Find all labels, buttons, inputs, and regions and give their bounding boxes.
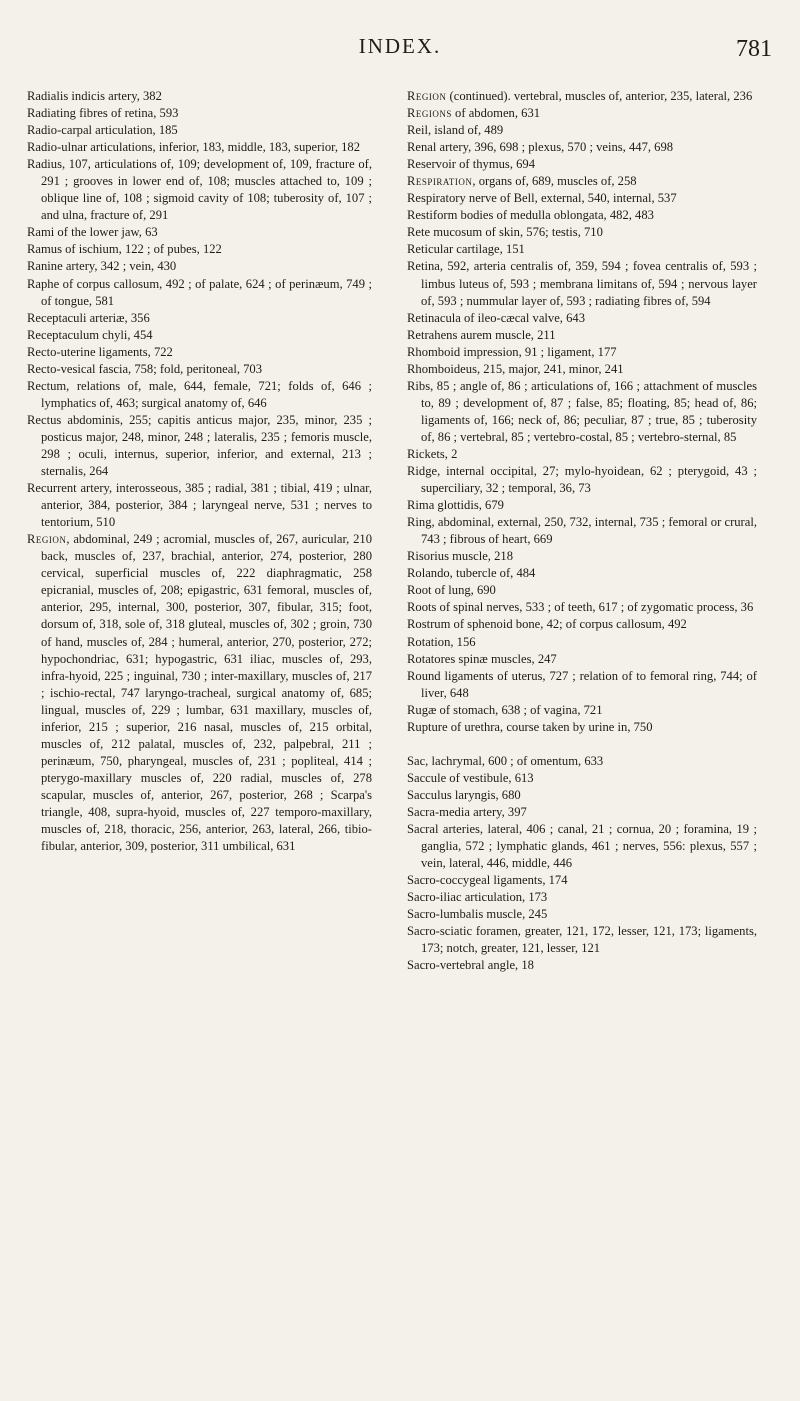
index-entry-text: Rotation, 156 bbox=[407, 634, 476, 649]
index-entry bbox=[407, 122, 757, 139]
index-entry bbox=[407, 582, 757, 599]
index-entry bbox=[27, 224, 372, 241]
page-number: 781 bbox=[736, 36, 772, 62]
index-entry bbox=[407, 224, 757, 241]
index-entry-text: Ring, abdominal, external, 250, 732, internal, 735 ; femoral or crural, 743 ; fibrous of heart, 669 bbox=[407, 515, 757, 547]
index-entry bbox=[27, 88, 372, 105]
index-entry-text: of abdomen, 631 bbox=[451, 106, 541, 121]
index-entry-text: Rickets, 2 bbox=[407, 446, 458, 461]
index-entry-text: Raphe of corpus callosum, 492 ; of palate, 624 ; of perinæum, 749 ; of tongue, 581 bbox=[27, 276, 372, 308]
index-entry-text: Recto-uterine ligaments, 722 bbox=[27, 344, 173, 359]
index-entry bbox=[407, 804, 757, 821]
index-entry bbox=[407, 139, 757, 156]
index-entry bbox=[407, 361, 757, 378]
index-entry bbox=[407, 327, 757, 344]
index-entry-text: Rete mucosum of skin, 576; testis, 710 bbox=[407, 225, 603, 240]
index-entry bbox=[407, 88, 757, 105]
index-entry-text: Ridge, internal occipital, 27; mylo-hyoidean, 62 ; pterygoid, 43 ; superciliary, 32 ; temporal, 36, 73 bbox=[407, 464, 757, 496]
index-entry-head: Regions bbox=[407, 106, 452, 121]
index-entry-text: Sacro-lumbalis muscle, 245 bbox=[407, 907, 548, 922]
index-entry bbox=[407, 463, 757, 497]
index-entry-text: Respiratory nerve of Bell, external, 540, internal, 537 bbox=[407, 191, 677, 206]
index-entry-text: Saccule of vestibule, 613 bbox=[407, 770, 534, 785]
index-entry bbox=[407, 497, 757, 514]
index-entry-text: Sacra-media artery, 397 bbox=[407, 804, 527, 819]
index-entry bbox=[407, 565, 757, 582]
section-gap bbox=[407, 736, 757, 753]
index-entry bbox=[27, 258, 372, 275]
index-entry-text: Sacro-iliac articulation, 173 bbox=[407, 890, 548, 905]
index-entry-text: Sacro-coccygeal ligaments, 174 bbox=[407, 873, 568, 888]
index-entry-text: (continued). vertebral, muscles of, anterior, 235, lateral, 236 bbox=[446, 89, 753, 103]
index-entry bbox=[407, 906, 757, 923]
index-entry-head: Respiration bbox=[407, 174, 473, 189]
index-entry bbox=[27, 361, 372, 378]
index-entry-text: , organs of, 689, muscles of, 258 bbox=[472, 174, 637, 189]
index-entry bbox=[407, 957, 757, 974]
index-entry-text: Radius, 107, articulations of, 109; development of, 109, fracture of, 291 ; grooves in lower end of, 108; muscles attached to, 109 ; oblique line of, 108 ; sigmoid cavity of 108; tuberosity of, 107 ; and ulna, fracture of, 291 bbox=[27, 157, 372, 223]
index-entry bbox=[407, 378, 757, 446]
index-entry-text: Ranine artery, 342 ; vein, 430 bbox=[27, 259, 177, 274]
index-entry bbox=[407, 668, 757, 702]
index-entry bbox=[407, 105, 757, 122]
index-entry-text: Sacro-vertebral angle, 18 bbox=[407, 958, 534, 973]
index-entry bbox=[407, 344, 757, 361]
index-entry-text: Sacro-sciatic foramen, greater, 121, 172, lesser, 121, 173; ligaments, 173; notch, greater, 121, lesser, 121 bbox=[407, 924, 757, 956]
index-entry bbox=[407, 599, 757, 616]
page-header bbox=[0, 34, 800, 74]
index-entry bbox=[407, 241, 757, 258]
index-entry bbox=[27, 241, 372, 258]
index-entry bbox=[27, 156, 372, 224]
index-entry-text: Restiform bodies of medulla oblongata, 482, 483 bbox=[407, 208, 654, 223]
index-entry bbox=[407, 634, 757, 651]
index-entry-text: Radialis indicis artery, 382 bbox=[27, 89, 162, 103]
index-entry bbox=[407, 310, 757, 327]
index-entry-text: , abdominal, 249 ; acromial, muscles of, 267, auricular, 210 back, muscles of, 237, brachial, anterior, 274, posterior, 280 cervical, superficial muscles of, 222 diaphragmatic, 258 epicranial, muscles of, 208; epigastric, 631 femoral, muscles of, anterior, 295, internal, 300, posterior, 307, fibular, 315; foot, dorsum of, 318, sole of, 318 gluteal, muscles of, 302 ; groin, 730 of hand, muscles of, 284 ; humeral, anterior, 270, posterior, 272; hypochondriac, 631; hypogastric, 631 iliac, muscles of, 293, infra-hyoid, 225 ; inguinal, 730 ; inter-maxillary, muscles of, 217 ; ischio-rectal, 747 laryngo-tracheal, surgical anatomy of, 685; lingual, muscles of, 229 ; lumbar, 631 maxillary, muscles of, inferior, 215 ; superior, 216 nasal, muscles of, 215 orbital, muscles of, 212 palatal, muscles of, 232, palpebral, 211 ; perinæum, 750, pharyngeal, muscles of, 231 ; popliteal, 414 ; pterygo-maxillary muscles of, 220 radial, muscles of, 278 scapular, muscles of, anterior, 267, posterior, 268 ; Scarpa's triangle, 408, supra-hyoid, muscles of, 227 temporo-maxillary, muscles of, 218, thoracic, 256, anterior, 263, lateral, 266, tibio-fibular, anterior, 309, posterior, 311 umbilical, 631 bbox=[41, 532, 372, 854]
left-column bbox=[27, 88, 372, 855]
index-entry bbox=[27, 310, 372, 327]
index-entry bbox=[407, 889, 757, 906]
index-entry-text: Rami of the lower jaw, 63 bbox=[27, 225, 158, 240]
index-entry-text: Retina, 592, arteria centralis of, 359, 594 ; fovea centralis of, 593 ; limbus luteus of, 593 ; membrana limitans of, 594 ; nervous layer of, 593 ; nummular layer of, 593 ; radiating fibres of, 594 bbox=[407, 259, 757, 308]
index-entry-text: Retinacula of ileo-cæcal valve, 643 bbox=[407, 310, 585, 325]
index-entry bbox=[407, 207, 757, 224]
index-entry-text: Reservoir of thymus, 694 bbox=[407, 157, 536, 172]
index-entry-text: Rostrum of sphenoid bone, 42; of corpus callosum, 492 bbox=[407, 617, 687, 632]
index-entry bbox=[407, 923, 757, 957]
index-entry-text: Rotatores spinæ muscles, 247 bbox=[407, 651, 557, 666]
index-entry bbox=[27, 480, 372, 531]
index-entry bbox=[27, 122, 372, 139]
index-entry bbox=[407, 548, 757, 565]
index-entry-text: Radio-carpal articulation, 185 bbox=[27, 123, 178, 138]
index-entry-text: Rectus abdominis, 255; capitis anticus major, 235, minor, 235 ; posticus major, 248, minor, 248 ; lateralis, 235 ; femoris muscle, 298 ; oculi, internus, superior, inferior, and external, 213 ; sternalis, 264 bbox=[27, 412, 372, 479]
index-entry-text: Renal artery, 396, 698 ; plexus, 570 ; veins, 447, 698 bbox=[407, 140, 674, 155]
index-entry bbox=[407, 651, 757, 668]
index-entry-text: Reil, island of, 489 bbox=[407, 123, 504, 138]
index-entry bbox=[407, 872, 757, 889]
index-entry-text: Reticular cartilage, 151 bbox=[407, 242, 525, 257]
index-entry-text: Sac, lachrymal, 600 ; of omentum, 633 bbox=[407, 753, 604, 768]
page-title: INDEX. bbox=[358, 34, 442, 58]
index-entry-text: Sacral arteries, lateral, 406 ; canal, 21 ; cornua, 20 ; foramina, 19 ; ganglia, 572 ; lymphatic glands, 461 ; nerves, 556: plexus, 557 ; vein, lateral, 446, middle, 446 bbox=[407, 821, 757, 871]
index-entry-text: Recto-vesical fascia, 758; fold, peritoneal, 703 bbox=[27, 361, 263, 376]
index-entry bbox=[27, 276, 372, 310]
index-entry-text: Rhomboideus, 215, major, 241, minor, 241 bbox=[407, 361, 624, 376]
index-entry-text: Rima glottidis, 679 bbox=[407, 498, 504, 513]
index-entry bbox=[407, 616, 757, 633]
index-entry bbox=[407, 821, 757, 872]
index-entry bbox=[407, 514, 757, 548]
right-column bbox=[407, 88, 757, 974]
index-entry-text: Risorius muscle, 218 bbox=[407, 549, 513, 564]
index-entry bbox=[407, 787, 757, 804]
index-entry-text: Ramus of ischium, 122 ; of pubes, 122 bbox=[27, 242, 222, 257]
index-entry bbox=[407, 719, 757, 736]
index-entry-text: Root of lung, 690 bbox=[407, 583, 496, 598]
index-entry-text: Radio-ulnar articulations, inferior, 183, middle, 183, superior, 182 bbox=[27, 140, 361, 155]
index-entry-text: Round ligaments of uterus, 727 ; relation of to femoral ring, 744; of liver, 648 bbox=[407, 668, 757, 700]
index-entry-text: Rupture of urethra, course taken by urine in, 750 bbox=[407, 719, 653, 734]
index-entry bbox=[407, 446, 757, 463]
index-entry bbox=[407, 156, 757, 173]
index-entry bbox=[27, 105, 372, 122]
index-entry bbox=[27, 378, 372, 412]
index-entry-text: Recurrent artery, interosseous, 385 ; radial, 381 ; tibial, 419 ; ulnar, anterior, 384, posterior, 384 ; laryngeal nerve, 531 ; nerves to tentorium, 510 bbox=[27, 481, 372, 530]
index-entry bbox=[407, 753, 757, 770]
index-entry bbox=[407, 702, 757, 719]
index-entry-head: Region bbox=[27, 532, 67, 547]
index-entry-text: Sacculus laryngis, 680 bbox=[407, 787, 521, 802]
index-entry-text: Rhomboid impression, 91 ; ligament, 177 bbox=[407, 344, 617, 359]
index-entry-text: Roots of spinal nerves, 533 ; of teeth, 617 ; of zygomatic process, 36 bbox=[407, 600, 754, 615]
index-entry-text: Retrahens aurem muscle, 211 bbox=[407, 327, 556, 342]
index-entry bbox=[27, 531, 372, 855]
index-entry-text: Rolando, tubercle of, 484 bbox=[407, 566, 536, 581]
index-entry bbox=[407, 258, 757, 309]
index-entry-text: Receptaculum chyli, 454 bbox=[27, 327, 153, 342]
index-entry-text: Rugæ of stomach, 638 ; of vagina, 721 bbox=[407, 702, 603, 717]
index-entry-text: Receptaculi arteriæ, 356 bbox=[27, 310, 150, 325]
index-entry bbox=[27, 139, 372, 156]
index-entry bbox=[407, 770, 757, 787]
index-entry-text: Radiating fibres of retina, 593 bbox=[27, 106, 179, 121]
index-entry bbox=[27, 344, 372, 361]
index-entry-text: Ribs, 85 ; angle of, 86 ; articulations of, 166 ; attachment of muscles to, 89 ; development of, 87 ; false, 85; floating, 85; head of, 86; ligaments of, 166; neck of, 86; peculiar, 87 ; true, 85 ; tuberosity of, 86 ; vertebral, 85 ; vertebro-costal, 85 ; vertebro-sternal, 85 bbox=[407, 378, 757, 444]
index-entry bbox=[27, 327, 372, 344]
index-entry-head: Region bbox=[407, 89, 447, 103]
index-entry bbox=[407, 173, 757, 190]
index-entry-text: Rectum, relations of, male, 644, female, 721; folds of, 646 ; lymphatics of, 463; surgical anatomy of, 646 bbox=[27, 378, 372, 410]
index-entry bbox=[407, 190, 757, 207]
index-entry bbox=[27, 412, 372, 480]
